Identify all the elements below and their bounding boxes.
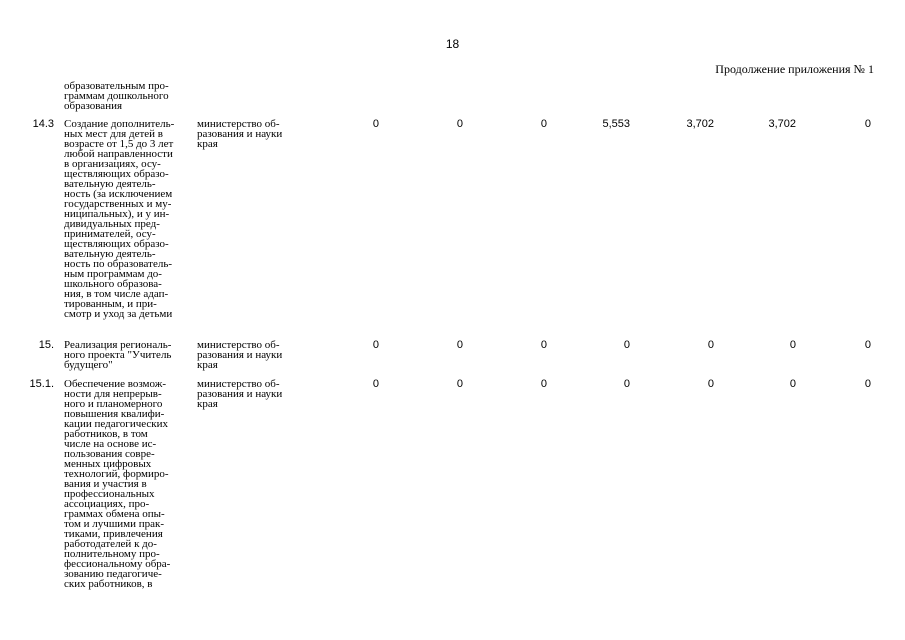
row-value-4: 0 bbox=[623, 378, 630, 390]
row-value-1: 0 bbox=[372, 378, 379, 390]
row-value-5: 3,702 bbox=[686, 118, 714, 130]
row-value-3: 0 bbox=[540, 339, 547, 351]
row-value-2: 0 bbox=[456, 118, 463, 130]
row-value-1: 0 bbox=[372, 339, 379, 351]
row-value-6: 0 bbox=[789, 378, 796, 390]
row-value-7: 0 bbox=[864, 378, 871, 390]
row-value-5: 0 bbox=[707, 339, 714, 351]
row-value-3: 0 bbox=[540, 118, 547, 130]
row-name: Создание дополнитель- ных мест для детей в возрасте от 1,5 до 3 лет любой направленности в организациях, осу- ществляющих образо- вательную деятель- ность (за исключением государственных и му- ниципальных), и у ин- дивидуальных пред- принимателей, осу- ществляющих образо- вательную деятель- ность по образователь- ным программам до- школьного образова- ния, в том числе адап- тированным, и при- смотр и уход за детьми bbox=[64, 118, 175, 320]
page-number: 18 bbox=[445, 37, 460, 51]
lead-text: образовательным про- граммам дошкольного образования bbox=[64, 80, 169, 112]
row-value-2: 0 bbox=[456, 339, 463, 351]
row-value-3: 0 bbox=[540, 378, 547, 390]
row-name: Обеспечение возмож- ности для непрерыв- ного и планомерного повышения квалифи- кации педагогических работников, в том числе на основе ис- пользования совре- менных цифровых технологий, формиро- вания и участия в профессиональных ассоциациях, про- граммах обмена опы- том и лучшими прак- тиками, привлечения работодателей к до- полнительному про- фессиональному обра- зованию педагогиче- ских работников, в bbox=[64, 378, 171, 590]
row-value-6: 0 bbox=[789, 339, 796, 351]
row-executor: министерство об- разования и науки края bbox=[197, 378, 283, 410]
row-value-4: 0 bbox=[623, 339, 630, 351]
row-number: 15. bbox=[38, 339, 54, 351]
row-value-5: 0 bbox=[707, 378, 714, 390]
row-value-7: 0 bbox=[864, 118, 871, 130]
continuation-label: Продолжение приложения № 1 bbox=[715, 62, 874, 76]
row-value-7: 0 bbox=[864, 339, 871, 351]
row-value-6: 3,702 bbox=[768, 118, 796, 130]
row-value-2: 0 bbox=[456, 378, 463, 390]
row-number: 14.3 bbox=[32, 118, 54, 130]
row-value-4: 5,553 bbox=[602, 118, 630, 130]
row-name: Реализация региональ- ного проекта "Учитель будущего" bbox=[64, 339, 172, 371]
row-number: 15.1. bbox=[29, 378, 54, 390]
row-executor: министерство об- разования и науки края bbox=[197, 339, 283, 371]
row-value-1: 0 bbox=[372, 118, 379, 130]
row-executor: министерство об- разования и науки края bbox=[197, 118, 283, 150]
